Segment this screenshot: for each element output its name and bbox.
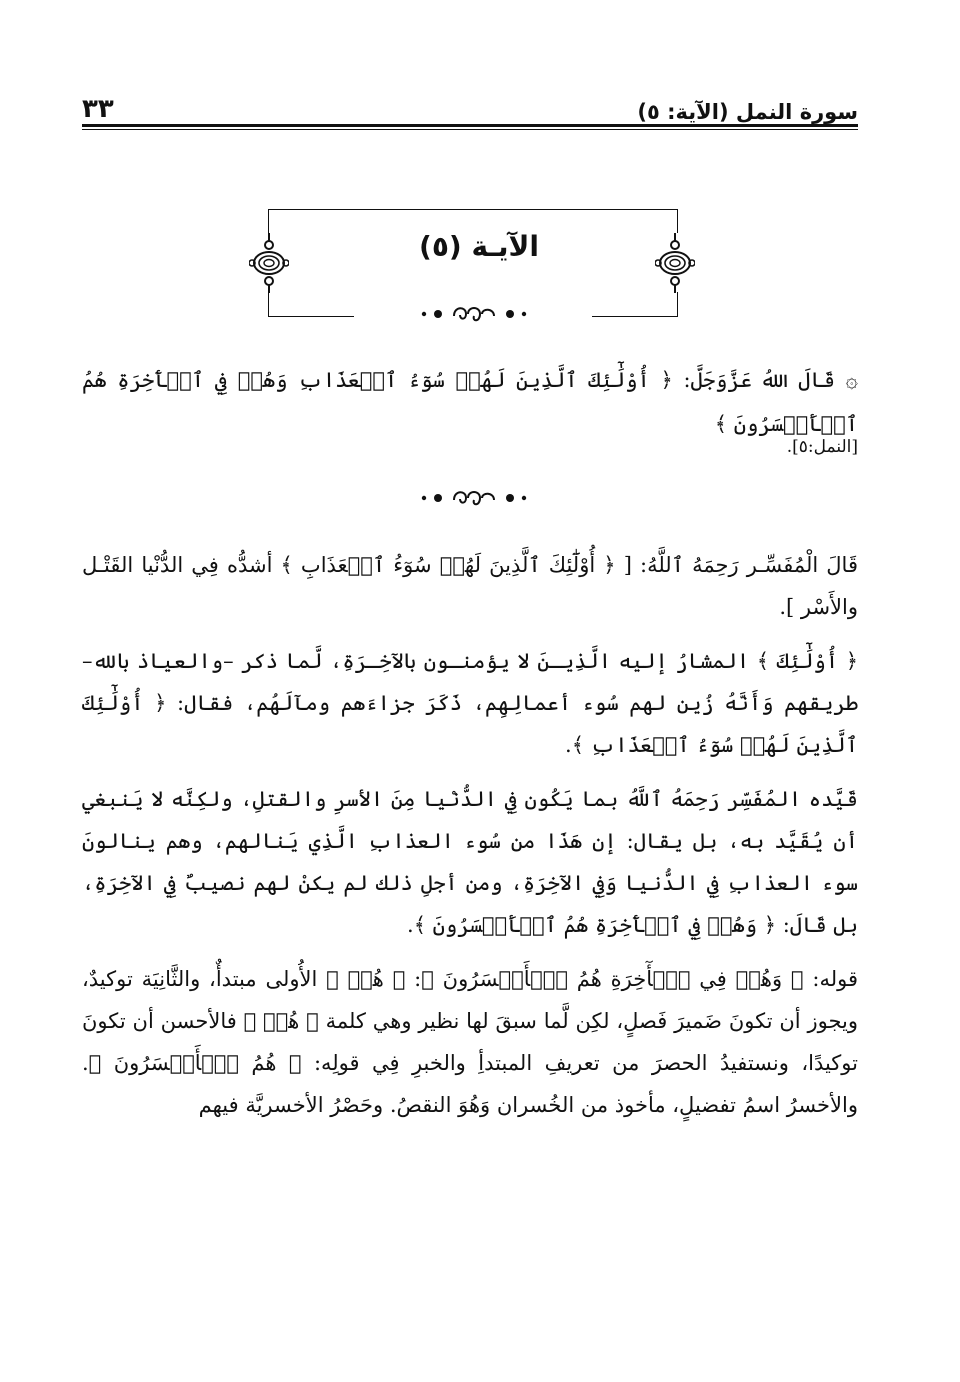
frame-left-line: [268, 209, 269, 233]
section-heading: الآيـة (٥): [419, 230, 539, 263]
page-number: ٣٣: [82, 94, 114, 124]
frame-top-line: [268, 209, 678, 210]
running-title: سورة النمل (الآية: ٥): [637, 100, 858, 124]
header-rule-thick: [82, 124, 858, 127]
running-header: [82, 88, 858, 124]
frame-bottom-left-line: [268, 316, 354, 317]
quran-verse: ۞ قَالَ اللهُ عَزَّوَجَلَّ: ﴿ أُوْلَٰٓئِكَ ٱلَّذِينَ لَهُمۡ سُوٓءُ ٱلۡعَذَابِ وَهُمۡ فِي ٱلۡأٓخِرَةِ هُمُ ٱلۡأَخۡسَرُونَ ﴾: [82, 368, 858, 436]
frame-left-line-lower: [268, 292, 269, 317]
dot-swirl-divider-icon: [414, 302, 534, 326]
header-rule-thin: [82, 129, 858, 130]
paragraph-ulaika: ﴿ أُوْلَٰٓئِكَ ﴾ المشارُ إليه الَّذِيـنَ لا يؤمنـون بالآخِـرَةِ، لَّما ذكر –والعياذ بالله– طريقهم وَأَنَّهُ زُين لهم سُوء أعمالِهِم، ذَكَرَ جزاءَهم ومآلَهُم، فقال: ﴿ أُوْلَٰٓئِكَ ٱلَّذِينَ لَهُمۡ سُوٓءُ ٱلۡعَذَابِ ﴾.: [82, 649, 858, 757]
frame-bottom-right-line: [592, 316, 678, 317]
commentary-body: [82, 544, 858, 1138]
knot-ornament-icon: [655, 233, 695, 293]
frame-right-line: [677, 209, 678, 233]
dot-swirl-divider-icon: [414, 486, 534, 510]
paragraph-qawluhu: قوله: ﴿ وَهُمۡ فِي ٱلۡأٓخِرَةِ هُمُ ٱلۡأَخۡسَرُونَ ﴾: ﴿ هُمۡ ﴾ الأُولى مبتدأٌ، والثَّانِيَة توكيدٌ، ويجوز أن تكونَ ضَميرَ فَصلٍ، لكِن لَّما سبقَ لها نظير وهي كلمة ﴿ هُمۡ ﴾ فالأحسن أن تكونَ توكيدًا، ونستفيدُ الحصرَ من تعريفِ المبتدأِ والخبرِ فِي قولِه: ﴿ هُمُ ٱلۡأَخۡسَرُونَ ﴾. والأخسرُ اسمُ تفضيلٍ، مأخوذ من الخُسران وَهُوَ النقصُ. وحَصْرُ الأخسريَّة فيهم: [82, 967, 858, 1117]
frame-right-line-lower: [677, 292, 678, 317]
knot-ornament-icon: [249, 233, 289, 293]
paragraph-qayyadahu: قَيَّده المُفَسِّر رَحِمَهُ ٱللَّهُ بما يَكُون فِي الدُّنْيا مِنَ الأسرِ والقتلِ، ولكِنَّه لا يَنبغي أن يُقَيَّد به، بل يقال: إن هَذَا من سُوء العذابِ الَّذِي يَنالهم، وهم ينالونَ سوء العذابِ فِي الدُّنيا وَفِي الآخِرَةِ، ومن أجلِ ذلك لم يكنْ لهم نصيبٌ فِي الآخِرَةِ، بل قَالَ: ﴿ وَهُمۡ فِي ٱلۡأٓخِرَةِ هُمُ ٱلۡأَخۡسَرُونَ ﴾.: [82, 787, 858, 937]
paragraph-mufassir: قَالَ الْمُفَسِّـر رَحِمَهُ ٱللَّهُ: [ ﴿ أُوْلَٰٓئِكَ ٱلَّذِينَ لَهُمۡ سُوٓءُ ٱلۡعَذَابِ ﴾ أشدُّه فِي الدُّنْيا القَتْـل والأَسْر ].: [82, 553, 858, 619]
verse-citation: [النمل:٥].: [786, 437, 858, 457]
